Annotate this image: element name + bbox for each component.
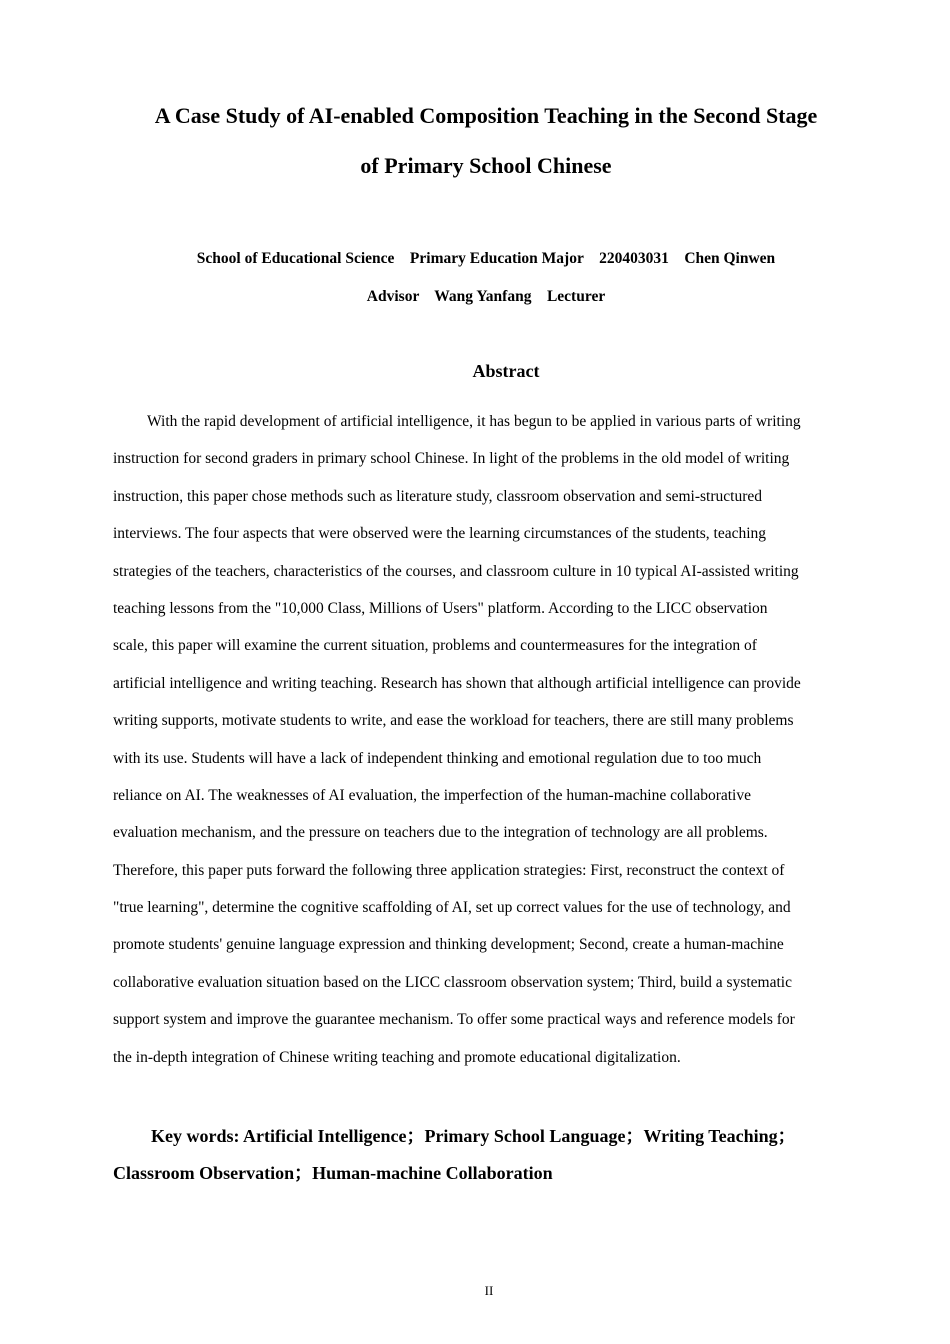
abstract-line: teaching lessons from the "10,000 Class, Millions of Users" platform. According to the LICC observation [113, 599, 768, 617]
paper-title-line-2: of Primary School Chinese [360, 153, 612, 178]
abstract-line: strategies of the teachers, characteristics of the courses, and classroom culture in 10 typical AI-assisted writing [113, 562, 799, 580]
abstract-line: instruction for second graders in primary school Chinese. In light of the problems in the old model of writing [113, 450, 790, 468]
abstract-line: With the rapid development of artificial intelligence, it has begun to be applied in various parts of writing [147, 413, 801, 430]
abstract-line: promote students' genuine language expression and thinking development; Second, create a human-machine [113, 936, 784, 954]
abstract-line: "true learning", determine the cognitive scaffolding of AI, set up correct values for the use of technology, and [113, 899, 791, 917]
paper-title-line-1: A Case Study of AI-enabled Composition Teaching in the Second Stage [154, 103, 818, 128]
abstract-line: Therefore, this paper puts forward the following three application strategies: First, reconstruct the context of [113, 861, 785, 879]
abstract-heading: Abstract [472, 361, 540, 381]
keywords-line: Classroom Observation；Human-machine Collaboration [113, 1163, 553, 1183]
abstract-line: the in-depth integration of Chinese writing teaching and promote educational digitalization. [113, 1048, 681, 1066]
abstract-line: scale, this paper will examine the current situation, problems and countermeasures for the integration of [113, 637, 757, 655]
abstract-line: reliance on AI. The weaknesses of AI evaluation, the imperfection of the human-machine collaborative [113, 786, 751, 804]
abstract-line: evaluation mechanism, and the pressure on teachers due to the integration of technology are all problems. [113, 824, 768, 842]
abstract-line: artificial intelligence and writing teaching. Research has shown that although artificial intelligence can provide [113, 674, 801, 692]
abstract-body [113, 403, 873, 1076]
keywords-section [113, 1118, 873, 1192]
abstract-line: writing supports, motivate students to write, and ease the workload for teachers, there are still many problems [113, 712, 794, 730]
abstract-line: interviews. The four aspects that were observed were the learning circumstances of the students, teaching [113, 525, 767, 543]
page-number: II [484, 1283, 494, 1298]
abstract-line: with its use. Students will have a lack of independent thinking and emotional regulation due to too much [113, 749, 762, 767]
author-info-line: School of Educational Science Primary Education Major 220403031 Chen Qinwen [196, 250, 776, 267]
advisor-info-line: Advisor Wang Yanfang Lecturer [366, 288, 606, 305]
keywords-line: Key words: Artificial Intelligence；Primary School Language；Writing Teaching； [151, 1126, 796, 1146]
abstract-line: collaborative evaluation situation based on the LICC classroom observation system; Third, build a systematic [113, 973, 792, 991]
abstract-line: support system and improve the guarantee mechanism. To offer some practical ways and reference models for [113, 1011, 795, 1029]
abstract-line: instruction, this paper chose methods such as literature study, classroom observation and semi-structured [113, 487, 762, 505]
